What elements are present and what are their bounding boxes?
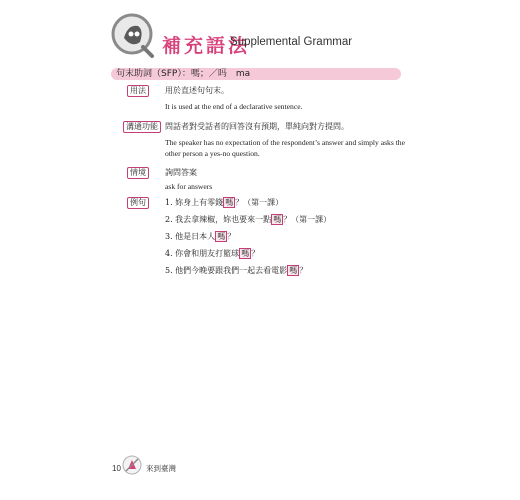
- example-text: 4. 你會和朋友打籃球: [165, 249, 240, 258]
- page-number: 10: [112, 464, 121, 473]
- example-text: 1. 妳身上有零錢: [165, 198, 224, 207]
- example-text-end: ？（第一課）: [283, 215, 332, 224]
- example-text-end: ？: [227, 232, 236, 241]
- particle-highlight: 嗎: [241, 249, 250, 258]
- example-text-end: ？: [251, 249, 260, 258]
- example-text: 2. 我去拿辣椒，妳也要來一點: [165, 215, 272, 224]
- book-logo-icon: [122, 455, 142, 475]
- section-title-chinese: 補充語法: [162, 35, 251, 57]
- example-sentence: [165, 231, 235, 242]
- example-sentence: [165, 214, 331, 225]
- context-label: 情境: [127, 167, 149, 179]
- function-label: 溝通功能: [123, 121, 161, 133]
- usage-english: It is used at the end of a declarative sentence.: [165, 102, 303, 111]
- book-title: 來到臺灣: [146, 464, 176, 473]
- example-sentence: [165, 248, 259, 259]
- context-chinese: 詢問答案: [165, 168, 197, 177]
- grammar-pattern-text: 句末助詞（SFP）：嗎；／吗 ma: [116, 69, 251, 79]
- example-sentence: [165, 265, 307, 276]
- page-header: [110, 12, 410, 60]
- example-text: 5. 他們今晚要跟我們一起去看電影: [165, 266, 288, 275]
- example-sentence: [165, 197, 283, 208]
- function-chinese: 問話者對受話者的回答沒有預期，單純向對方提問。: [165, 122, 349, 131]
- examples-label: 例句: [127, 197, 149, 209]
- function-english: The speaker has no expectation of the respondent’s answer and simply asks the other person a yes-no question.: [165, 138, 405, 158]
- usage-label: 用法: [127, 85, 149, 97]
- magnifier-mascot-icon: [110, 12, 156, 58]
- context-english: ask for answers: [165, 182, 213, 191]
- example-text: 3. 他是日本人: [165, 232, 216, 241]
- usage-chinese: 用於直述句句末。: [165, 86, 229, 95]
- example-text-end: ？: [299, 266, 308, 275]
- section-title-english: Supplemental Grammar: [230, 36, 353, 48]
- example-text-end: ？（第一課）: [235, 198, 284, 207]
- particle-highlight: 嗎: [273, 215, 282, 224]
- particle-highlight: 嗎: [225, 198, 234, 207]
- particle-highlight: 嗎: [217, 232, 226, 241]
- particle-highlight: 嗎: [289, 266, 298, 275]
